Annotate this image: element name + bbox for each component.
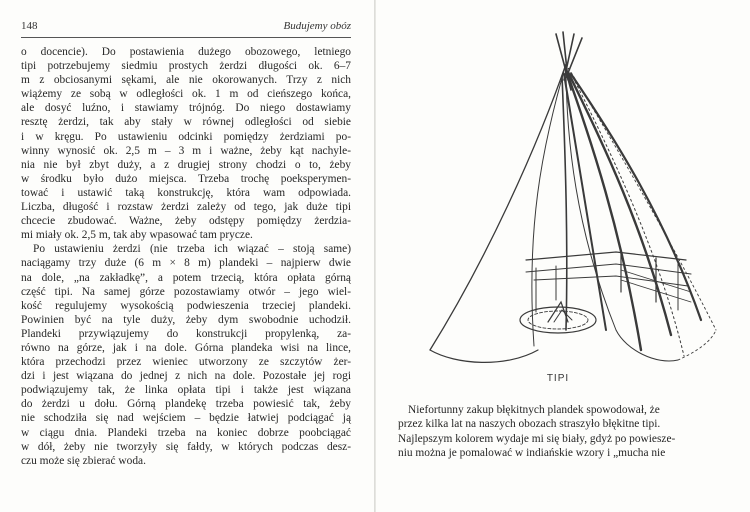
text-line: nia nie był zbyt duży, a z drugiej strony chodzi o to, żeby bbox=[21, 158, 351, 171]
text-line: Powinien być na tyle duży, żeby dym swobodnie uchodził. bbox=[21, 313, 351, 326]
text-line: Najlepszym kolorem wydaje mi się biały, gdyż po powiesze- bbox=[398, 432, 676, 445]
page-number: 148 bbox=[21, 20, 38, 32]
text-line: do żerdzi u dołu. Górną plandekę trzeba powiesić tak, żeby bbox=[21, 398, 351, 411]
right-page bbox=[376, 0, 750, 512]
text-line: o docencie). Do postawienia dużego obozowego, letniego bbox=[21, 46, 351, 58]
text-line: Po ustawieniu żerdzi (nie trzeba ich wiązać – stoją same) bbox=[33, 243, 351, 256]
text-line: wiążemy ze sobą w odległości ok. 1 m od cieńszego końca, bbox=[21, 88, 351, 101]
text-line: w dół, żeby nie tworzyły się fałdy, w których podczas desz- bbox=[21, 440, 351, 453]
text-line: naciągamy trzy duże (6 m × 8 m) plandeki – najpierw dwie bbox=[21, 257, 351, 270]
text-line: która przechodzi przez wieniec utworzony ze szczytów żer- bbox=[21, 356, 351, 369]
left-body-text bbox=[21, 45, 351, 468]
text-line: winny wynosić ok. 2,5 m – 3 m i ważne, żeby kąt nachyle- bbox=[21, 144, 351, 157]
text-line: dzi i jest wiązana do jednej z nich na dole. Pozostałe jej rogi bbox=[21, 370, 351, 383]
bunk-frame bbox=[534, 276, 688, 286]
text-line: przez kilka lat na naszych obozach straszyło błękitne tipi. bbox=[398, 418, 661, 431]
text-line: w ciągu dnia. Plandeki trzeba na koniec dobrze poobciągać bbox=[21, 426, 351, 439]
text-line: podwiązujemy tak, że linka opłata tipi i także jest wiązana bbox=[21, 384, 351, 397]
pole bbox=[571, 74, 701, 320]
text-line: chcecie zbudować. Ważne, żeby odstępy pomiędzy żerdzia- bbox=[21, 215, 351, 228]
fire-ring-stones bbox=[528, 311, 588, 329]
text-line: Niefortunny zakup błękitnych plandek spowodował, że bbox=[408, 404, 660, 416]
bunk-frame bbox=[526, 264, 691, 274]
text-line: m z obciosanymi sękami, ale nie okorowanych. Trzy z nich bbox=[21, 74, 351, 87]
pole bbox=[562, 76, 567, 330]
text-line: i w kręgu. Po ustawieniu odcinki pomiędzy żerdziami po- bbox=[21, 130, 351, 143]
fire-logs bbox=[548, 302, 568, 322]
text-line: niu można je pomalować w indiańskie wzory i „mucha nie bbox=[398, 446, 666, 459]
left-page bbox=[0, 0, 374, 512]
text-line: ale dosyć luźno, i stawiamy trójnóg. Do niego dostawiamy bbox=[21, 102, 351, 115]
text-line: tipi potrzebujemy siedmiu prostych żerdzi długości ok. 6–7 bbox=[21, 60, 351, 73]
right-body-text bbox=[398, 403, 731, 460]
text-line: Liczba, długość i rozstaw żerdzi zależy od tego, jak duże tipi bbox=[21, 201, 351, 214]
text-line: równo na górze, jak i na dole. Górna plandeka wisi na lince, bbox=[21, 341, 351, 354]
paragraph-1 bbox=[21, 45, 351, 242]
text-line: Plandeki przywiązujemy do konstrukcji propylenką, za- bbox=[21, 327, 351, 340]
text-line: część tipi. Na samej górze pozostawiamy otwór – jego wiel- bbox=[21, 285, 351, 298]
text-line: w środku było dużo miejsca. Trzeba trochę poeksperymen- bbox=[21, 172, 351, 185]
canvas-right-dashed bbox=[566, 64, 684, 356]
canvas-far-right-dashed bbox=[566, 64, 716, 330]
text-line: czu może się zbierać woda. bbox=[21, 454, 146, 467]
tipi-illustration bbox=[416, 30, 721, 380]
text-line: nie schodziła się nad wejściem – będzie łatwiej podciągać ją bbox=[21, 412, 351, 425]
running-head bbox=[21, 20, 351, 36]
canvas-bottom-right bbox=[616, 330, 678, 361]
canvas-bottom-left bbox=[430, 350, 538, 362]
text-line: na dole, „na zakładkę”, a potem trzecią, która opłata górną bbox=[21, 271, 351, 284]
text-line: mi miały ok. 2,5 m, tak aby wpasować tam prycze. bbox=[21, 229, 253, 242]
figure-caption: TIPI bbox=[546, 373, 570, 384]
text-line: kość regulujemy wysokością podwieszenia trzeciej plandeki. bbox=[21, 299, 351, 312]
running-title: Budujemy obóz bbox=[283, 20, 351, 32]
bunk-frame bbox=[526, 252, 686, 260]
entrance-left-flap bbox=[532, 64, 566, 346]
paragraph-2 bbox=[21, 242, 351, 468]
header-rule bbox=[21, 37, 351, 38]
text-line: resztę żerdzi, tak aby stały w równej odległości od siebie bbox=[21, 116, 351, 129]
text-line: tować i ustawić taką konstrukcję, która wam odpowiada. bbox=[21, 186, 351, 199]
pole bbox=[564, 74, 606, 330]
